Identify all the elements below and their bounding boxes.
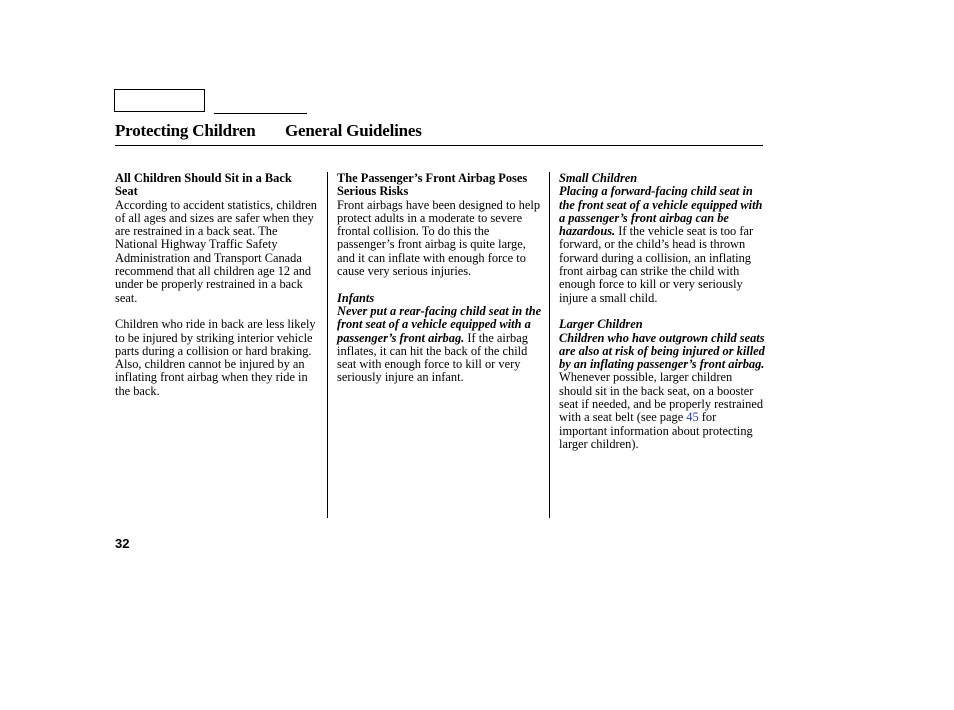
column-front-airbag [337,172,543,385]
section-title: Protecting Children [115,121,256,140]
page-header [115,120,763,146]
column-children-sizes [559,172,765,451]
back-seat-heading: All Children Should Sit in a Back Seat [115,171,292,199]
page-subtitle: General Guidelines [285,121,422,140]
nav-tab-box[interactable] [114,89,205,112]
front-airbag-heading: The Passenger’s Front Airbag Poses Serious Risks [337,171,528,199]
larger-children-warning: Children who have outgrown child seats are also at risk of being injured or killed by an inflating passenger’s front airbag. [559,330,765,372]
infants-heading: Infants [337,290,375,305]
small-children-section [559,172,765,305]
page-number: 32 [115,536,130,551]
nav-tab-underline [214,113,307,114]
infants-section [337,292,543,385]
column-back-seat [115,172,317,398]
small-children-heading: Small Children [559,171,638,185]
infants-warning: Never put a rear-facing child seat in the front seat of a vehicle equipped with a passenger’s front airbag. [337,303,542,345]
page-reference-link[interactable]: 45 [686,410,699,425]
front-airbag-paragraph: Front airbags have been designed to help protect adults in a moderate to severe frontal collision. To do this the passenger’s front airbag is quite large, and it can inflate with enough force to cause very serious injuries. [337,197,541,279]
larger-children-heading: Larger Children [559,317,643,332]
larger-children-text-end: for important information about protecting larger children). [559,410,753,451]
back-seat-paragraph-2: Children who ride in back are less likely to be injured by striking interior vehicle parts during a collision or hard braking. Also, children cannot be injured by an inflating front airbag when they ride in the back. [115,317,316,398]
infants-text: If the airbag inflates, it can hit the back of the child seat with enough force to kill or very seriously injure an infant. [337,330,528,385]
larger-children-section [559,318,765,451]
column-divider [327,172,328,518]
small-children-text: If the vehicle seat is too far forward, or the child’s head is thrown forward during a collision, an inflating front airbag can strike the child with enough force to kill or very seriously injure a small child. [559,224,754,305]
small-children-warning: Placing a forward-facing child seat in the front seat of a vehicle equipped with a passenger’s front airbag can be hazardous. [559,184,763,239]
larger-children-text: Whenever possible, larger children should sit in the back seat, on a booster seat if needed, and be properly restrained with a seat belt (see page [559,370,764,425]
column-divider [549,172,550,518]
back-seat-paragraph-1: According to accident statistics, children of all ages and sizes are safer when they are restrained in a back seat. The National Highway Traffic Safety Administration and Transport Canada recommend that all children age 12 and under be properly restrained in a back seat. [115,197,317,305]
